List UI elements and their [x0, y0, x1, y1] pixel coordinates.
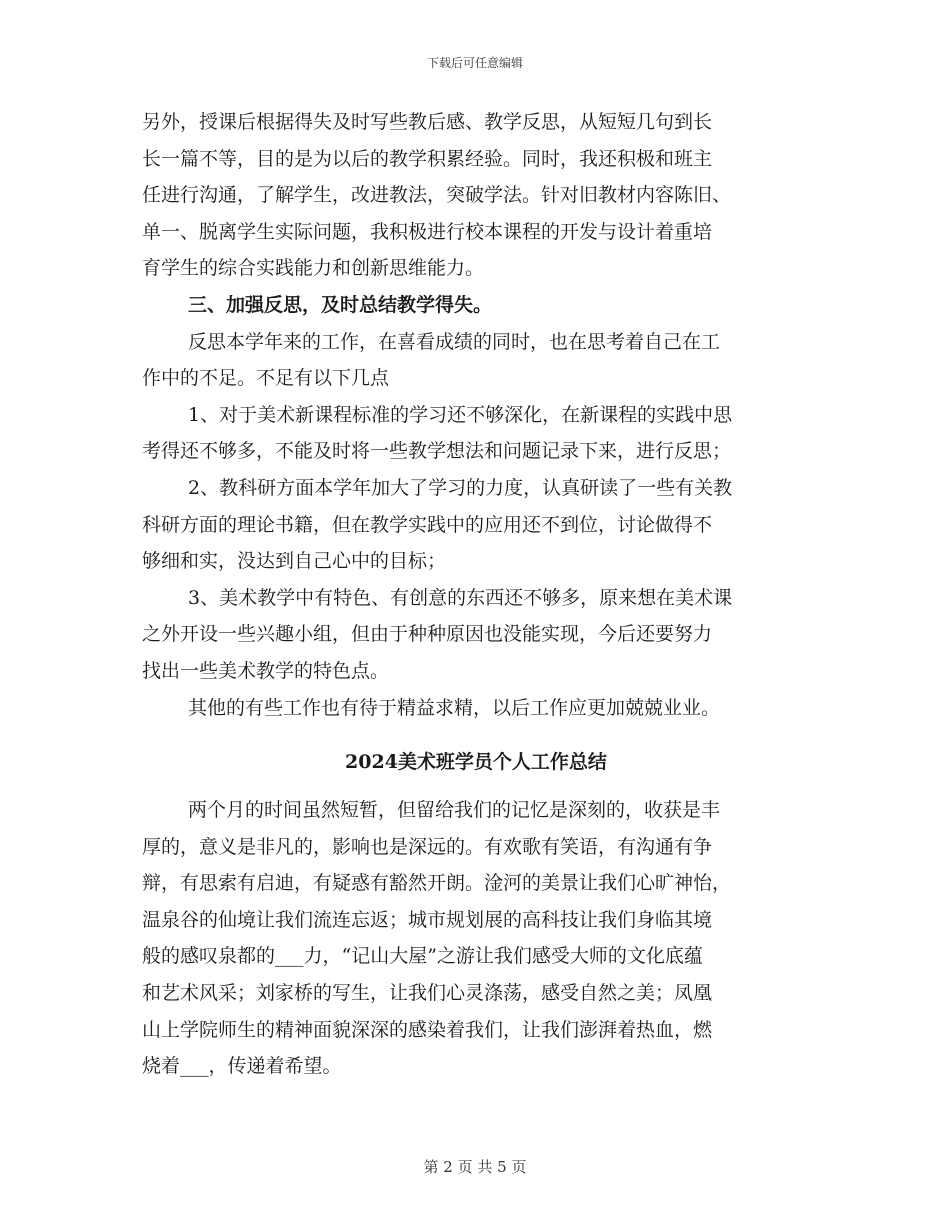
paragraph-line: 3、美术教学中有特色、有创意的东西还不够多，原来想在美术课: [188, 586, 733, 609]
paragraph-teaching-reflection: [142, 104, 810, 287]
page-header-note: 下载后可任意编辑: [426, 56, 523, 70]
paragraph-line: 作中的不足。不足有以下几点: [142, 367, 390, 390]
section-heading-3: 三、加强反思，及时总结教学得失。: [188, 293, 493, 316]
paragraph-summary: [142, 792, 810, 1085]
paragraph-line: 厚的，意义是非凡的，影响也是深远的。有欢歌有笑语，有沟通有争: [142, 835, 713, 858]
paragraph-reflection: [142, 324, 810, 397]
paragraph-line: 长一篇不等，目的是为以后的教学积累经验。同时，我还积极和班主: [142, 147, 713, 170]
paragraph-line: 另外，授课后根据得失及时写些教后感、教学反思，从短短几句到长: [142, 111, 713, 133]
paragraph-closing: 其他的有些工作也有待于精益求精，以后工作应更加兢兢业业。: [188, 696, 721, 719]
page-number-footer: 第 2 页 共 5 页: [423, 1158, 527, 1176]
list-item-1: [142, 397, 810, 470]
list-item-2: [142, 470, 810, 580]
paragraph-line: 之外开设一些兴趣小组，但由于种种原因也没能实现，今后还要努力: [142, 623, 713, 646]
paragraph-line: 辩，有思索有启迪，有疑惑有豁然开朗。淦河的美景让我们心旷神怡，: [142, 872, 732, 895]
paragraph-line: 够细和实，没达到自己心中的目标；: [142, 550, 447, 573]
paragraph-line: 和艺术风采；刘家桥的写生，让我们心灵涤荡，感受自然之美；凤凰: [142, 982, 713, 1005]
paragraph-line: 考得还不够多，不能及时将一些教学想法和问题记录下来，进行反思；: [142, 440, 732, 463]
paragraph-line: 两个月的时间虽然短暂，但留给我们的记忆是深刻的，收获是丰: [188, 799, 721, 822]
paragraph-line: 1、对于美术新课程标准的学习还不够深化，在新课程的实践中思: [188, 403, 733, 426]
paragraph-line: 山上学院师生的精神面貌深深的感染着我们，让我们澎湃着热血，燃: [142, 1018, 713, 1041]
paragraph-line: 任进行沟通，了解学生，改进教法，突破学法。针对旧教材内容陈旧、: [142, 184, 732, 207]
list-item-3: [142, 580, 810, 690]
paragraph-line: 找出一些美术教学的特色点。: [142, 659, 390, 682]
paragraph-line: 育学生的综合实践能力和创新思维能力。: [142, 257, 485, 280]
paragraph-line: 反思本学年来的工作，在喜看成绩的同时，也在思考着自己在工: [188, 330, 721, 353]
paragraph-line: 般的感叹泉都的___力，“记山大屋”之游让我们感受大师的文化底蕴: [142, 945, 703, 968]
document-body: [142, 104, 810, 1085]
document-title: 2024美术班学员个人工作总结: [345, 751, 607, 774]
paragraph-line: 2、教科研方面本学年加大了学习的力度，认真研读了一些有关教: [188, 476, 733, 499]
paragraph-line: 烧着___，传递着希望。: [142, 1055, 342, 1078]
paragraph-line: 单一、脱离学生实际问题，我积极进行校本课程的开发与设计着重培: [142, 220, 713, 243]
paragraph-line: 温泉谷的仙境让我们流连忘返；城市规划展的高科技让我们身临其境: [142, 908, 713, 931]
paragraph-line: 科研方面的理论书籍，但在教学实践中的应用还不到位，讨论做得不: [142, 513, 713, 536]
